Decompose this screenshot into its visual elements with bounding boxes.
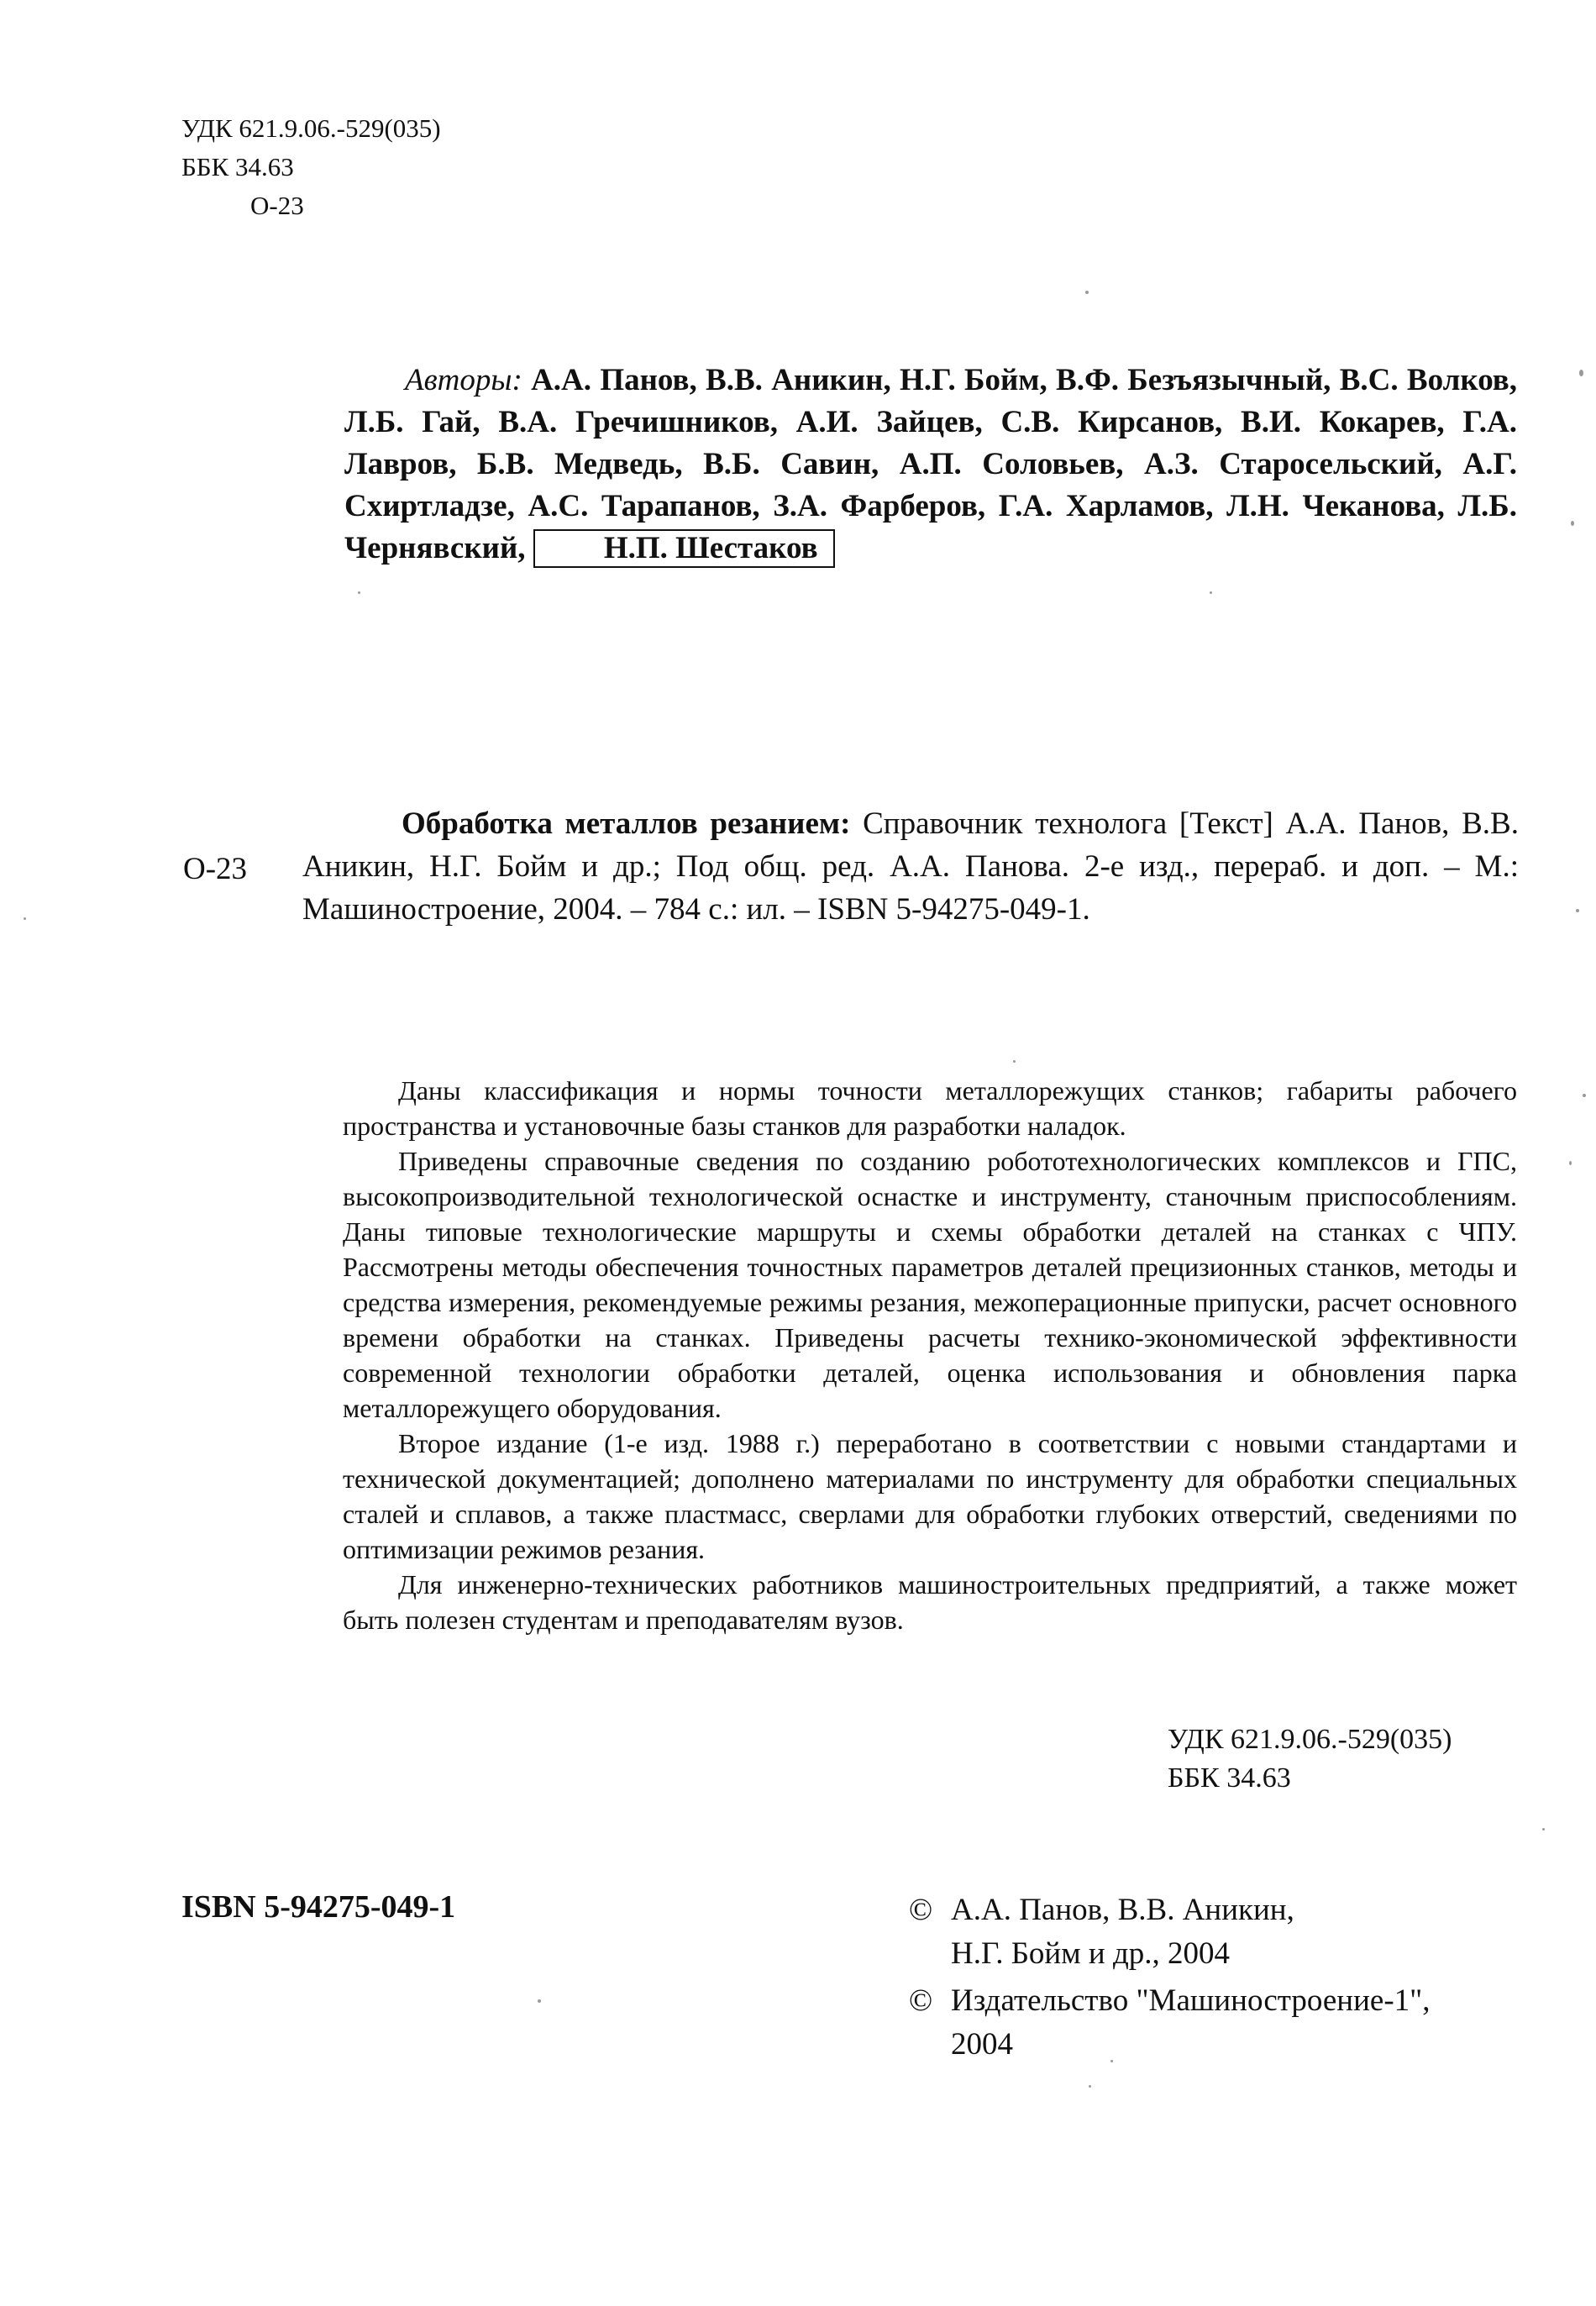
footer-udk: УДК 621.9.06.-529(035) bbox=[1168, 1724, 1452, 1755]
footer-bbk: ББК 34.63 bbox=[1168, 1762, 1291, 1794]
abstract-paragraph: Приведены справочные сведения по созданию робототехнологических комплексов и ГПС, высокопроизводительной технологической оснастке и инструменту, станочным приспособлениям. Даны типовые технологические маршруты и схемы обработки деталей на станках с ЧПУ. Рассмотрены методы обеспечения точностных параметров деталей прецизионных станков, методы и средства измерения, рекомендуемые режимы резания, межоперационные припуски, расчет основного времени обработки на станках. Приведены расчеты технико-экономической эффективности современной технологии обработки деталей, оценка использования и обновления парка металлорежущего оборудования. bbox=[343, 1146, 1517, 1423]
scan-speck bbox=[1110, 2060, 1113, 2062]
abstract-paragraph: Для инженерно-технических работников машиностроительных предприятий, а также может быть полезен студентам и преподавателям вузов. bbox=[343, 1569, 1517, 1635]
scan-speck bbox=[1571, 521, 1574, 526]
copyright-authors-line2: Н.Г. Бойм и др., 2004 bbox=[951, 1936, 1231, 1971]
copyright-publisher-line1: Издательство "Машиностроение-1", bbox=[951, 1983, 1431, 2018]
scan-speck bbox=[1542, 1828, 1545, 1831]
bbk-code: ББК 34.63 bbox=[181, 152, 294, 181]
scan-speck bbox=[24, 917, 26, 920]
isbn: ISBN 5-94275-049-1 bbox=[181, 1889, 456, 1925]
copyright-publisher-line2: 2004 bbox=[951, 2027, 1013, 2062]
classification-block bbox=[181, 109, 441, 225]
authors-lead: Авторы: bbox=[405, 363, 522, 397]
copyright-block bbox=[909, 1888, 1431, 2070]
scan-speck bbox=[538, 1999, 541, 2003]
copyright-icon: © bbox=[909, 1893, 933, 1927]
abstract-paragraph: Даны классификация и нормы точности металлорежущих станков; габариты рабочего пространства и установочные базы станков для разработки наладок. bbox=[343, 1075, 1517, 1141]
copyright-publisher bbox=[909, 1979, 1431, 2067]
copyright-authors bbox=[909, 1888, 1431, 1976]
bibliography-entry bbox=[302, 802, 1519, 931]
scan-speck bbox=[1210, 591, 1212, 594]
scan-speck bbox=[1583, 1094, 1586, 1097]
authors-boxed-name: Н.П. Шестаков bbox=[533, 529, 835, 568]
abstract bbox=[343, 1073, 1517, 1637]
scan-speck bbox=[358, 591, 360, 594]
copyright-authors-line1: А.А. Панов, В.В. Аникин, bbox=[951, 1893, 1294, 1927]
scan-speck bbox=[1089, 2085, 1091, 2088]
scan-speck bbox=[1569, 1161, 1572, 1165]
scan-speck bbox=[1013, 1060, 1016, 1063]
author-mark: О-23 bbox=[250, 191, 304, 220]
copyright-icon: © bbox=[909, 1983, 933, 2018]
scan-speck bbox=[1085, 291, 1089, 294]
abstract-paragraph: Второе издание (1-е изд. 1988 г.) переработано в соответствии с новыми стандартами и технической документацией; дополнено материалами по инструменту для обработки специальных сталей и сплавов, а также пластмасс, сверлами для обработки глубоких отверстий, сведениями по оптимизации режимов резания. bbox=[343, 1428, 1517, 1564]
bibliography-code: О-23 bbox=[183, 852, 248, 886]
authors-paragraph bbox=[344, 360, 1517, 570]
bibliography-details: Справочник технолога [Текст] А.А. Панов, В.В. Аникин, Н.Г. Бойм и др.; Под общ. ред. А.А. Панова. 2-е изд., перераб. и доп. – М.: Машиностроение, 2004. – 784 с.: ил. – ISBN 5-94275-049-1. bbox=[302, 806, 1519, 927]
udk-code: УДК 621.9.06.-529(035) bbox=[181, 113, 441, 143]
authors-list: А.А. Панов, В.В. Аникин, Н.Г. Бойм, В.Ф. Безъязычный, В.С. Волков, Л.Б. Гай, В.А. Гречишников, А.И. Зайцев, С.В. Кирсанов, В.И. Кокарев, Г.А. Лавров, Б.В. Медведь, В.Б. Савин, А.П. Соловьев, А.З. Старосельский, А.Г. Схиртладзе, А.С. Тарапанов, З.А. Фарберов, Г.А. Харламов, Л.Н. Чеканова, Л.Б. Чернявский, bbox=[344, 363, 1518, 565]
scan-speck bbox=[1576, 909, 1579, 912]
book-title: Обработка металлов резанием: bbox=[402, 806, 851, 841]
scan-speck bbox=[1579, 370, 1583, 376]
footer-classification bbox=[1168, 1720, 1452, 1798]
